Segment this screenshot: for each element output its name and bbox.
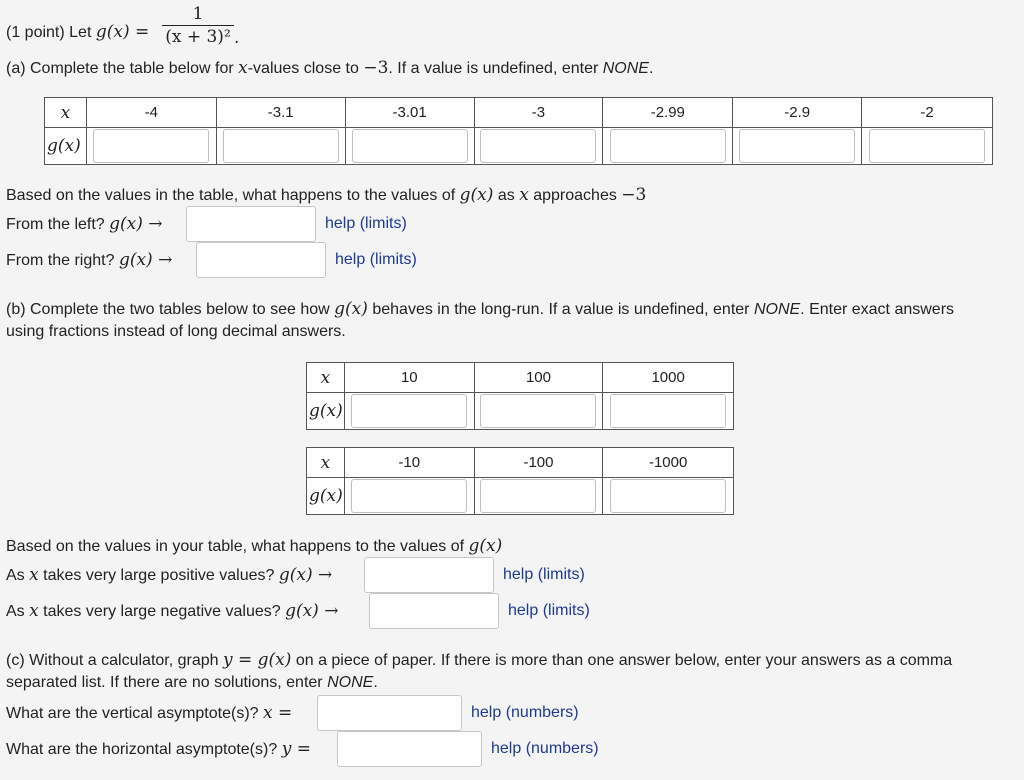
x-row-label: x [307, 448, 345, 478]
table-input-row [307, 393, 734, 430]
table-input-row [45, 128, 993, 165]
fraction-denominator: (x + 3)² [165, 27, 231, 47]
table-input-row [307, 478, 734, 515]
x-row-label: x [307, 363, 345, 393]
positive-infinity-limit-input[interactable] [364, 557, 494, 593]
function-name: g(x) = [95, 22, 150, 42]
x-value-cell: -10 [344, 448, 474, 478]
let-label: Let [69, 24, 92, 41]
help-limits-link[interactable]: help (limits) [503, 566, 585, 583]
right-limit-input[interactable] [196, 242, 326, 278]
x-value-cell: -3 [474, 98, 603, 128]
negative-limit-label: As x takes very large negative values? g(x) → [6, 601, 339, 621]
x-value-cell: 100 [474, 363, 603, 393]
help-numbers-link[interactable]: help (numbers) [491, 740, 599, 757]
part-b-question: Based on the values in your table, what happens to the values of g(x) [6, 536, 503, 556]
x-value-cell: -2.9 [733, 98, 862, 128]
fraction-period: . [234, 28, 240, 48]
part-c-instruction-line2: separated list. If there are no solutions, enter NONE. [6, 674, 378, 691]
part-b-instruction-line2: using fractions instead of long decimal answers. [6, 323, 346, 340]
function-fraction [162, 4, 234, 48]
table-header-row [45, 98, 993, 128]
problem-header [6, 22, 149, 42]
gx-input-at-neg2.99[interactable] [610, 129, 726, 163]
gx-input-at-neg10[interactable] [351, 479, 467, 513]
help-numbers-link[interactable]: help (numbers) [471, 704, 579, 721]
horizontal-asymptote-label: What are the horizontal asymptote(s)? y = [6, 739, 311, 759]
positive-limit-label: As x takes very large positive values? g(x) → [6, 565, 333, 585]
help-limits-link[interactable]: help (limits) [508, 602, 590, 619]
gx-row-label: g(x) [307, 478, 345, 515]
negative-infinity-limit-input[interactable] [369, 593, 499, 629]
part-a-table [44, 97, 993, 165]
x-value-cell: -2.99 [603, 98, 733, 128]
x-value-cell: -2 [862, 98, 993, 128]
help-limits-link[interactable]: help (limits) [325, 215, 407, 232]
table-header-row [307, 448, 734, 478]
help-limits-link[interactable]: help (limits) [335, 251, 417, 268]
part-c-instruction: (c) Without a calculator, graph y = g(x) on a piece of paper. If there is more than one answer below, enter your answers as a comma [6, 650, 953, 670]
x-value-cell: -3.01 [345, 98, 474, 128]
gx-input-at-1000[interactable] [610, 394, 726, 428]
x-value-cell: -3.1 [216, 98, 345, 128]
x-value-cell: -1000 [603, 448, 734, 478]
horizontal-asymptote-input[interactable] [337, 731, 482, 767]
x-value-cell: -100 [474, 448, 603, 478]
part-a-instruction: (a) Complete the table below for x-values close to −3. If a value is undefined, enter NONE. [6, 58, 654, 78]
gx-input-at-neg3[interactable] [480, 129, 596, 163]
part-b-table-positive [306, 362, 734, 430]
part-b-instruction: (b) Complete the two tables below to see how g(x) behaves in the long-run. If a value is undefined, enter NONE. Enter exact answers [6, 299, 955, 319]
vertical-asymptote-input[interactable] [317, 695, 462, 731]
gx-input-at-neg2[interactable] [869, 129, 985, 163]
left-limit-label: From the left? g(x) → [6, 214, 163, 234]
part-a-question: Based on the values in the table, what happens to the values of g(x) as x approaches −3 [6, 185, 647, 205]
x-row-label: x [45, 98, 87, 128]
gx-row-label: g(x) [45, 128, 87, 165]
fraction-numerator: 1 [192, 4, 204, 24]
gx-row-label: g(x) [307, 393, 345, 430]
points-label: (1 point) [6, 24, 65, 41]
gx-input-at-100[interactable] [480, 394, 596, 428]
gx-input-at-neg1000[interactable] [610, 479, 726, 513]
part-b-table-negative [306, 447, 734, 515]
left-limit-input[interactable] [186, 206, 316, 242]
x-value-cell: 1000 [603, 363, 734, 393]
gx-input-at-neg3.1[interactable] [223, 129, 339, 163]
table-header-row [307, 363, 734, 393]
vertical-asymptote-label: What are the vertical asymptote(s)? x = [6, 703, 293, 723]
gx-input-at-neg100[interactable] [480, 479, 596, 513]
gx-input-at-neg3.01[interactable] [352, 129, 468, 163]
x-value-cell: -4 [86, 98, 216, 128]
gx-input-at-neg4[interactable] [93, 129, 209, 163]
gx-input-at-10[interactable] [351, 394, 467, 428]
right-limit-label: From the right? g(x) → [6, 250, 173, 270]
gx-input-at-neg2.9[interactable] [739, 129, 855, 163]
x-value-cell: 10 [344, 363, 474, 393]
